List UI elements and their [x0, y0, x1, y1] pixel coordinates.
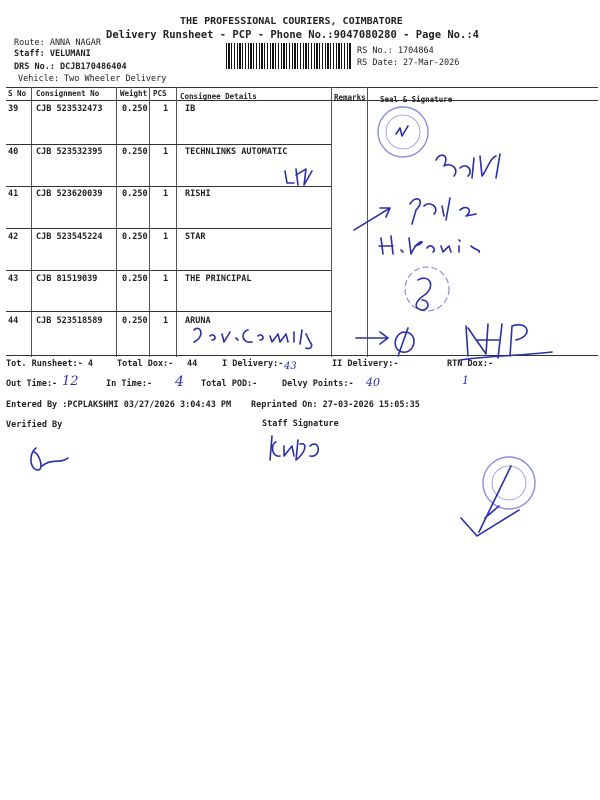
barcode: [226, 43, 352, 69]
row-consignee: TECHNLINKS AUTOMATIC: [185, 147, 288, 157]
row-weight: 0.250: [122, 316, 148, 326]
row-consignee: STAR: [185, 232, 206, 242]
row-sno: 42: [8, 232, 19, 242]
row-weight: 0.250: [122, 274, 148, 284]
row-consignment: CJB 523532473: [36, 104, 103, 114]
row-consignee: THE PRINCIPAL: [185, 274, 252, 284]
total-pod-label: Total POD:-: [201, 379, 258, 389]
row-consignee: IB: [185, 104, 196, 114]
col-remarks: Remarks: [334, 93, 366, 102]
ii-delivery-label: II Delivery:-: [332, 359, 399, 369]
staff-signature-label: Staff Signature: [262, 419, 339, 429]
delvy-points-label: Delvy Points:-: [282, 379, 354, 389]
col-consignee: Consignee Details: [180, 92, 257, 101]
row-pcs: 1: [163, 189, 169, 199]
verified-signature: [24, 440, 74, 480]
row-consignee: ARUNA: [185, 316, 211, 326]
row-weight: 0.250: [122, 147, 148, 157]
row-weight: 0.250: [122, 232, 148, 242]
col-sno: S No: [8, 89, 27, 98]
in-time-label: In Time:-: [106, 379, 153, 389]
row-sno: 40: [8, 147, 19, 157]
row-pcs: 1: [163, 147, 169, 157]
row-consignment: CJB 81519039: [36, 274, 98, 284]
drs-number: DRS No.: DCJB170486404: [14, 62, 127, 72]
row-consignment: CJB 523532395: [36, 147, 103, 157]
rs-date: RS Date: 27-Mar-2026: [357, 58, 460, 68]
entered-by: Entered By :PCPLAKSHMI 03/27/2026 3:04:43 PM: [6, 400, 232, 410]
reprinted-on: Reprinted On: 27-03-2026 15:05:35: [251, 400, 420, 410]
rs-number: RS No.: 1704864: [357, 46, 434, 56]
signature-mark: [350, 190, 490, 234]
row-pcs: 1: [163, 316, 169, 326]
i-delivery-handwritten: 43: [284, 361, 297, 372]
table-header-rule: [6, 100, 598, 101]
row-weight: 0.250: [122, 104, 148, 114]
signature-mark: [396, 270, 446, 316]
staff-label: Staff: VELUMANI: [14, 49, 91, 59]
out-time-label: Out Time:-: [6, 379, 58, 389]
signature-mark: [456, 316, 556, 366]
handwritten-remark: [188, 322, 338, 352]
runsheet-subtitle: Delivery Runsheet - PCP - Phone No.:9047080280 - Page No.:4: [106, 29, 479, 41]
row-sno: 44: [8, 316, 19, 326]
signature-mark: [430, 148, 520, 188]
row-weight: 0.250: [122, 189, 148, 199]
handwritten-remark: [282, 165, 322, 189]
row-sno: 43: [8, 274, 19, 284]
approval-signature: [455, 462, 525, 544]
in-time-handwritten: 4: [175, 374, 184, 390]
tot-runsheet: Tot. Runsheet:- 4: [6, 359, 93, 369]
total-dox-value: 44: [187, 359, 198, 369]
company-title: THE PROFESSIONAL COURIERS, COIMBATORE: [180, 16, 403, 27]
col-seal: Seal & Signature: [380, 95, 453, 104]
row-consignee: RISHI: [185, 189, 211, 199]
row-sno: 41: [8, 189, 19, 199]
signature-mark: [375, 232, 485, 258]
col-pcs: PCS: [153, 89, 167, 98]
staff-signature: [264, 432, 344, 464]
row-pcs: 1: [163, 104, 169, 114]
rtn-handwritten: 1: [462, 374, 469, 387]
delvy-points-handwritten: 40: [366, 376, 380, 389]
row-sno: 39: [8, 104, 19, 114]
table-top-rule: [6, 87, 598, 88]
route-label: Route: ANNA NAGAR: [14, 38, 101, 48]
i-delivery-label: I Delivery:-: [222, 359, 284, 369]
row-consignment: CJB 523518589: [36, 316, 103, 326]
row-consignment: CJB 523620039: [36, 189, 103, 199]
row-consignment: CJB 523545224: [36, 232, 103, 242]
col-weight: Weight: [120, 89, 148, 98]
row-pcs: 1: [163, 232, 169, 242]
signature-mark: [352, 322, 432, 362]
verified-by-label: Verified By: [6, 420, 63, 430]
row-pcs: 1: [163, 274, 169, 284]
out-time-handwritten: 12: [62, 374, 79, 389]
total-dox-label: Total Dox:-: [117, 359, 174, 369]
rtn-dox-label: RTN Dox:-: [447, 359, 494, 369]
signature-mark: [390, 118, 414, 142]
col-consignment: Consignment No: [36, 89, 100, 98]
vehicle-label: Vehicle: Two Wheeler Delivery: [18, 74, 167, 84]
